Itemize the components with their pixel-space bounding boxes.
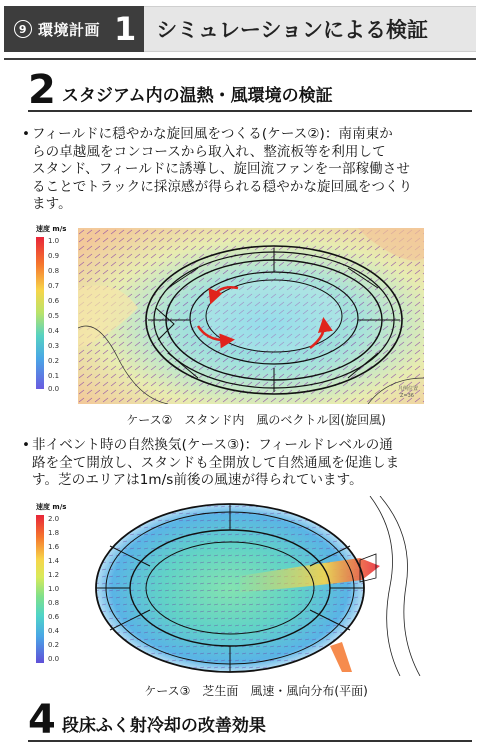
legend-tick: 1.0 <box>48 585 60 593</box>
figure2-caption: ケース③ 芝生面 風速・風向分布(平面) <box>144 684 368 698</box>
legend-color-bar <box>36 515 44 663</box>
section-4-heading <box>28 697 472 743</box>
stadium-vector-plot <box>78 228 424 404</box>
chip-number: 9 <box>14 20 32 38</box>
legend-tick: 0.4 <box>48 627 60 635</box>
section-number: 4 <box>28 697 56 743</box>
paragraph-line: スタンド、フィールドに誘導し、旋回流ファンを一部稼働させ <box>32 161 410 177</box>
legend-color-bar <box>36 237 44 389</box>
legend-tick: 0.4 <box>48 327 60 335</box>
legend-tick: 0.1 <box>48 372 60 380</box>
legend-tick: 0.6 <box>48 297 60 305</box>
legend-title: 速度 m/s <box>36 503 67 511</box>
legend-title: 速度 m/s <box>36 225 67 233</box>
section-2-heading <box>28 67 472 113</box>
legend-tick: 1.6 <box>48 543 60 551</box>
page-title: シミュレーションによる検証 <box>144 6 476 52</box>
legend-tick: 0.7 <box>48 282 60 290</box>
legend-tick: 0.9 <box>48 252 60 260</box>
section-title: 段床ふく射冷却の改善効果 <box>61 716 266 736</box>
legend-tick: 0.0 <box>48 385 60 393</box>
legend-tick: 1.8 <box>48 529 60 537</box>
legend-tick: 0.5 <box>48 312 60 320</box>
legend-tick: 0.6 <box>48 613 60 621</box>
legend-tick: 0.2 <box>48 641 60 649</box>
section-title: スタジアム内の温熱・風環境の検証 <box>61 86 333 106</box>
bullet-paragraph-case3 <box>22 437 472 490</box>
paragraph-line: す。芝のエリアは1m/s前後の風速が得られています。 <box>32 472 363 488</box>
paragraph-line: 路を全て開放し、スタンドも全開放して自然通風を促進しま <box>32 454 400 471</box>
bullet-marker: • <box>22 126 31 142</box>
section-number: 2 <box>28 67 56 113</box>
paragraph-line: 非イベント時の自然換気(ケース③)：フィールドレベルの通 <box>32 437 393 453</box>
turf-wind-plot <box>80 496 424 676</box>
legend-tick: 0.0 <box>48 655 60 663</box>
chip-label: 環境計画 <box>38 20 101 39</box>
legend-tick: 1.4 <box>48 557 60 565</box>
paragraph-line: ることでトラックに採涼感が得られる穏やかな旋回風をつくり <box>32 178 413 195</box>
paragraph-line: フィールドに穏やかな旋回風をつくる(ケース②)：南南東か <box>32 126 393 142</box>
stadium-wind-vector-figure <box>78 228 424 404</box>
velocity-legend-1 <box>36 224 76 396</box>
chapter-number: 1 <box>110 6 144 52</box>
plot-note: 凡例位置 <box>397 386 418 392</box>
legend-tick: 2.0 <box>48 515 60 523</box>
paragraph-line: らの卓越風をコンコースから取入れ、整流板等を利用して <box>32 143 386 160</box>
bullet-paragraph-case2 <box>22 126 472 214</box>
paragraph-line: ます。 <box>32 196 72 212</box>
page-header <box>4 6 476 52</box>
plot-note: Z=36 <box>400 393 414 399</box>
bullet-marker: • <box>22 437 31 453</box>
velocity-legend-2 <box>36 502 76 668</box>
legend-tick: 0.8 <box>48 267 60 275</box>
legend-tick: 0.8 <box>48 599 60 607</box>
legend-tick: 1.0 <box>48 237 60 245</box>
figure1-caption: ケース② スタンド内 風のベクトル図(旋回風) <box>126 413 386 427</box>
legend-tick: 0.3 <box>48 342 60 350</box>
section-chip <box>4 6 110 52</box>
header-rule <box>4 58 476 60</box>
legend-tick: 1.2 <box>48 571 60 579</box>
legend-tick: 0.2 <box>48 357 60 365</box>
turf-wind-distribution-figure <box>80 496 424 676</box>
